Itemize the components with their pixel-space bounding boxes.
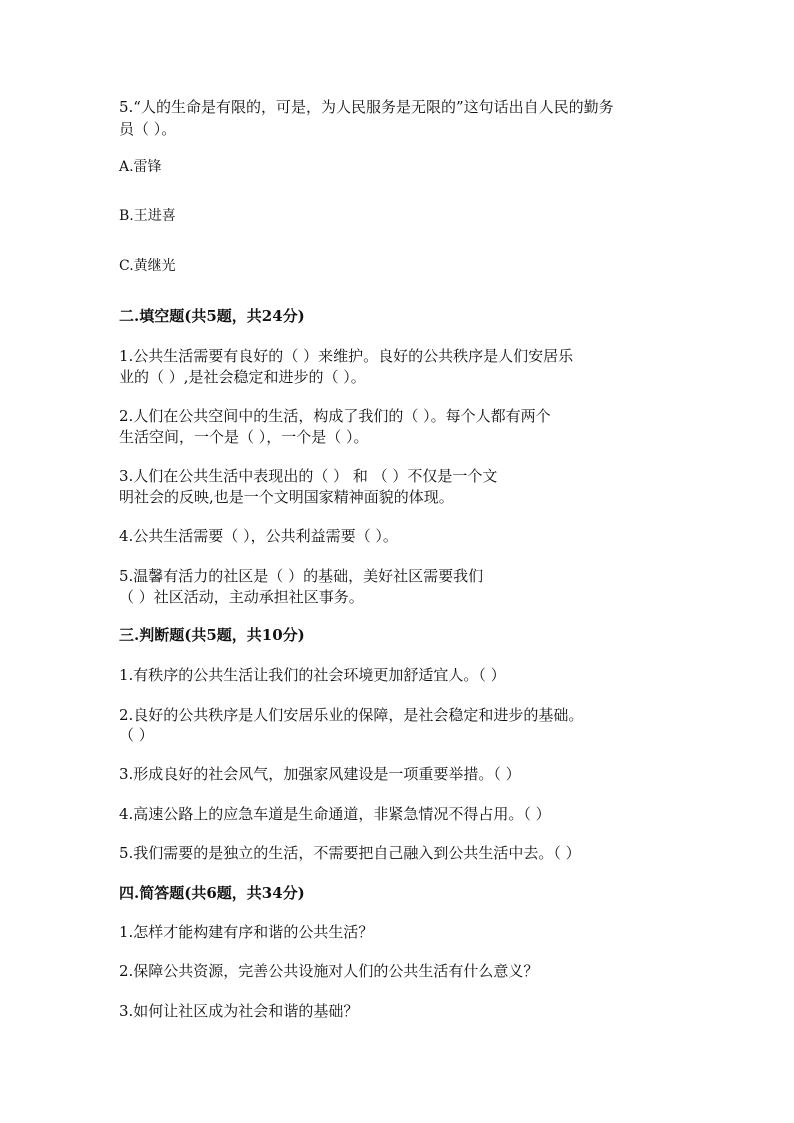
fill-question-3-line-1: 3.人们在公共生活中表现出的（ ） 和 （ ）不仅是一个文	[119, 467, 498, 485]
judgment-question-5: 5.我们需要的是独立的生活，不需要把自己融入到公共生活中去。（ ）	[119, 844, 581, 862]
fill-question-5-line-1: 5.温馨有活力的社区是（ ）的基础，美好社区需要我们	[119, 567, 484, 585]
mc-option-b: B.王进喜	[119, 208, 176, 224]
judgment-question-2-line-2: （ ）	[119, 726, 154, 744]
mc-option-c: C.黄继光	[119, 258, 176, 274]
fill-question-2-line-2: 生活空间，一个是（ ），一个是（ ）。	[119, 428, 369, 446]
mc-question-5-line-2: 员（ ）。	[119, 120, 177, 138]
fill-question-3-line-2: 明社会的反映,也是一个文明国家精神面貌的体现。	[119, 488, 454, 506]
judgment-question-1: 1.有秩序的公共生活让我们的社会环境更加舒适宜人。（ ）	[119, 666, 506, 684]
fill-question-1-line-2: 业的（ ）,是社会稳定和进步的（ ）。	[119, 368, 366, 386]
mc-question-5-line-1: 5.“人的生命是有限的，可是，为人民服务是无限的”这句话出自人民的勤务	[119, 98, 614, 116]
section-fill-blank-title: 二.填空题(共5题，共24分)	[119, 307, 305, 325]
fill-question-2-line-1: 2.人们在公共空间中的生活，构成了我们的（ ）。每个人都有两个	[119, 407, 551, 425]
fill-question-5-line-2: （ ）社区活动，主动承担社区事务。	[119, 588, 364, 606]
section-short-answer-title: 四.简答题(共6题，共34分)	[119, 884, 305, 902]
fill-question-1-line-1: 1.公共生活需要有良好的（ ）来维护。良好的公共秩序是人们安居乐	[119, 347, 574, 365]
short-answer-question-1: 1.怎样才能构建有序和谐的公共生活？	[119, 923, 374, 941]
short-answer-question-2: 2.保障公共资源，完善公共设施对人们的公共生活有什么意义？	[119, 962, 539, 980]
fill-question-4-line-1: 4.公共生活需要（ ），公共利益需要（ ）。	[119, 527, 398, 545]
judgment-question-3: 3.形成良好的社会风气，加强家风建设是一项重要举措。（ ）	[119, 765, 521, 783]
mc-option-a: A.雷锋	[119, 159, 162, 175]
judgment-question-2-line-1: 2.良好的公共秩序是人们安居乐业的保障，是社会稳定和进步的基础。	[119, 706, 584, 724]
judgment-question-4: 4.高速公路上的应急车道是生命通道，非紧急情况不得占用。（ ）	[119, 805, 551, 823]
section-judgment-title: 三.判断题(共5题，共10分)	[119, 626, 305, 644]
short-answer-question-3: 3.如何让社区成为社会和谐的基础？	[119, 1002, 359, 1020]
